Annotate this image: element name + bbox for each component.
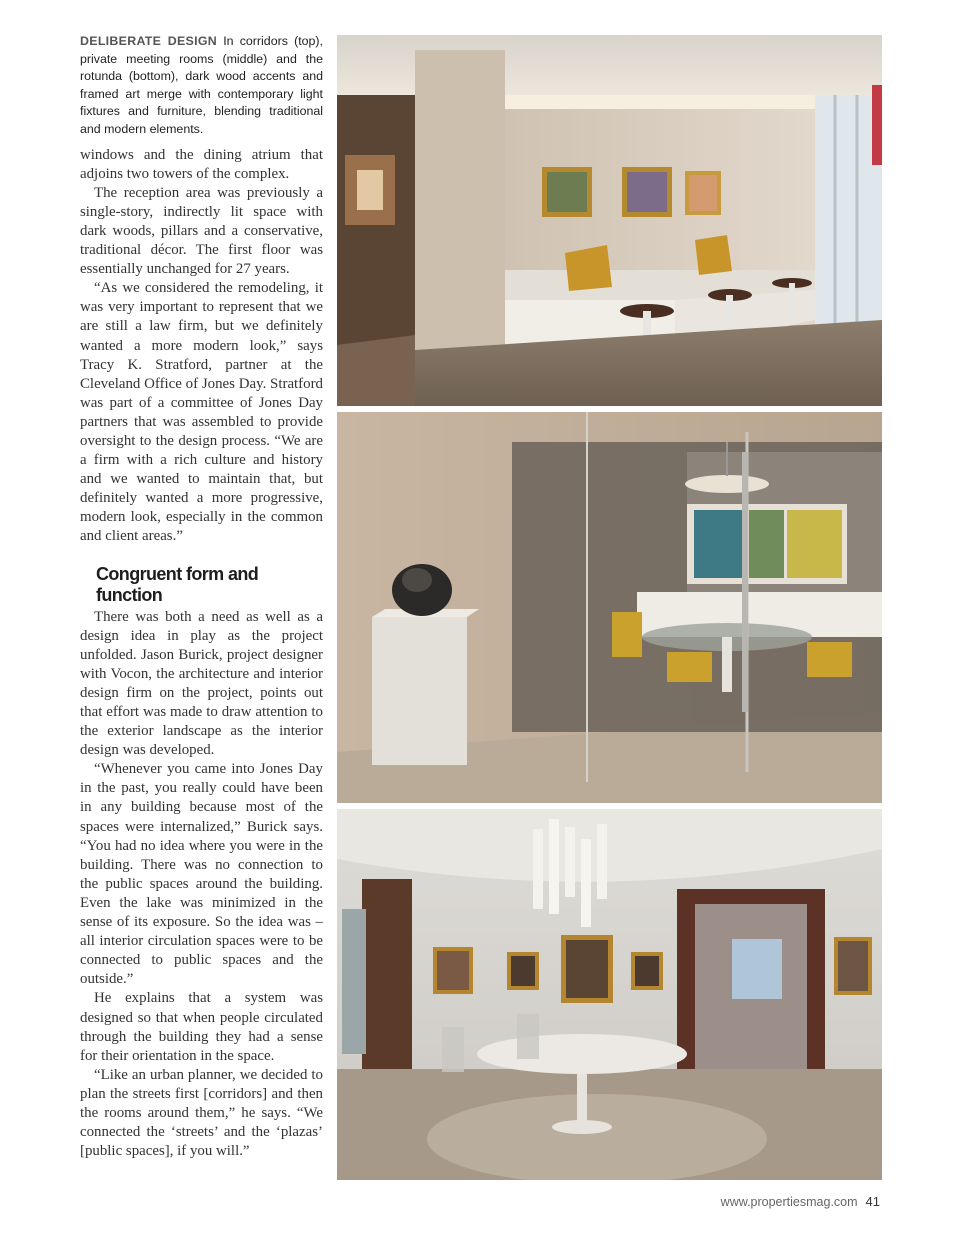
article-paragraph: “Whenever you came into Jones Day in the past, you really could have been in any building because most of the spaces were internalized,” Burick says. “You had no idea where you were in the building. There was no connection to the public spaces around the building. Even the lake was minimized in the sense of its exposure. So the idea was – all interior circulation spaces were to be connected to public spaces and the outside.” [80, 761, 323, 988]
caption-text: In corridors (top), private meeting rooms (middle) and the rotunda (bottom), dark wood accents and framed art merge with contemporary light fixtures and furniture, blending traditional and modern elements. [80, 34, 323, 136]
meeting-room-photo [337, 412, 882, 803]
article-paragraph: The reception area was previously a single-story, indirectly lit space with dark woods, pillars and a conservative, traditional décor. The first floor was essentially unchanged for 27 years. [80, 184, 323, 278]
text-column [80, 33, 323, 1161]
article-paragraph: There was both a need as well as a design idea in play as the project unfolded. Jason Burick, project designer with Vocon, the architecture and interior design firm on the project, points out that effort was made to draw attention to the exterior landscape as the interior design was developed. [80, 608, 323, 759]
corridor-lounge-photo [337, 35, 882, 406]
article-paragraph: “As we considered the remodeling, it was very important to represent that we are still a law firm, but we definitely wanted a more modern look,” says Tracy K. Stratford, partner at the Cleveland Office of Jones Day. Stratford was part of a committee of Jones Day partners that was assembled to provide oversight to the design process. “We are a firm with a rich culture and history and we wanted to maintain that, but definitely wanted a more progressive, modern look, especially in the common and client areas.” [80, 280, 323, 545]
caption-label: DELIBERATE DESIGN [80, 34, 218, 48]
section-subhead: Congruent form and function [96, 563, 259, 605]
footer-url: www.propertiesmag.com [720, 1195, 858, 1209]
article-paragraph: “Like an urban planner, we decided to plan the streets first [corridors] and then the rooms around them,” he says. “We connected the ‘streets’ and the ‘plazas’ [public spaces], if you will.” [80, 1066, 323, 1160]
page-number: 41 [865, 1194, 880, 1209]
article-paragraph: He explains that a system was designed so that when people circulated through the building they had a sense for their orientation in the space. [80, 990, 323, 1064]
photo-caption [80, 33, 323, 139]
page-footer [721, 1194, 880, 1209]
article-paragraph: windows and the dining atrium that adjoins two towers of the complex. [80, 146, 323, 182]
rotunda-photo [337, 809, 882, 1180]
article-body [80, 146, 323, 1162]
